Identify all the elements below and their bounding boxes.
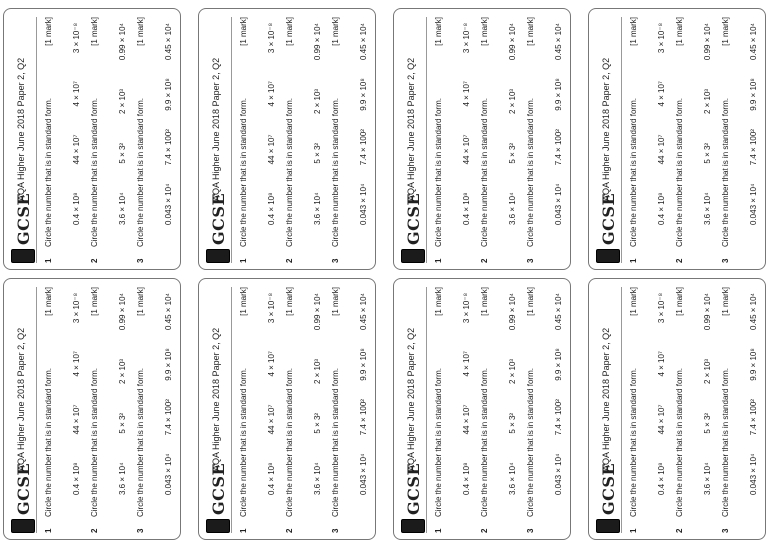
answer-option[interactable]: 4 × 10⁷ — [656, 351, 666, 377]
answer-option[interactable]: 0.45 × 10⁴ — [163, 23, 173, 61]
answer-option[interactable]: 3 × 10⁻⁸ — [461, 23, 471, 54]
card-header — [400, 17, 427, 263]
answer-option[interactable]: 9.9 × 10⁸ — [553, 348, 563, 381]
answer-option[interactable]: 3.6 × 10⁴ — [702, 192, 712, 225]
answer-options — [508, 23, 517, 225]
answer-options — [554, 293, 563, 495]
answer-option[interactable]: 7.4 × 100² — [163, 129, 173, 166]
gcse-logo — [400, 193, 426, 263]
calculator-icon — [401, 519, 425, 533]
question-text: Circle the number that is in standard form. — [135, 98, 145, 247]
answer-option[interactable]: 4 × 10⁷ — [656, 81, 666, 107]
answer-option[interactable]: 5 × 3² — [312, 412, 322, 434]
answer-option[interactable]: 9.9 × 10⁸ — [748, 348, 758, 381]
mark-allocation: [1 mark] — [330, 287, 340, 316]
answer-option[interactable]: 0.4 × 10⁸ — [656, 462, 666, 495]
card-header — [595, 287, 622, 533]
answer-option[interactable]: 3 × 10⁻⁸ — [71, 293, 81, 324]
mark-allocation: [1 mark] — [43, 287, 53, 316]
gcse-logo — [205, 463, 231, 533]
answer-option[interactable]: 0.4 × 10⁸ — [71, 462, 81, 495]
question-number: 2 — [674, 258, 684, 263]
answer-options — [359, 23, 368, 225]
card-border — [393, 8, 571, 270]
answer-option[interactable]: 7.4 × 100² — [358, 399, 368, 436]
answer-option[interactable]: 0.45 × 10⁴ — [358, 23, 368, 61]
answer-options — [118, 293, 127, 495]
card-header — [400, 287, 427, 533]
question-text: Circle the number that is in standard form. — [674, 368, 684, 517]
gcse-logo — [400, 463, 426, 533]
answer-option[interactable]: 0.043 × 10⁴ — [748, 183, 758, 225]
mark-allocation: [1 mark] — [89, 17, 99, 46]
mark-allocation: [1 mark] — [238, 287, 248, 316]
worksheet-card — [588, 0, 778, 270]
answer-option[interactable]: 3.6 × 10⁴ — [117, 462, 127, 495]
worksheet-card — [393, 270, 583, 540]
answer-option[interactable]: 0.45 × 10⁴ — [358, 293, 368, 331]
card-border — [198, 278, 376, 540]
answer-option[interactable]: 0.45 × 10⁴ — [553, 23, 563, 61]
question-number: 2 — [89, 258, 99, 263]
answer-options — [313, 23, 322, 225]
answer-option[interactable]: 44 × 10⁷ — [656, 404, 666, 435]
logo-text: GCSE — [208, 462, 227, 515]
question-number: 3 — [525, 258, 535, 263]
answer-option[interactable]: 5 × 3² — [507, 142, 517, 164]
answer-option[interactable]: 2 × 10³ — [312, 358, 322, 385]
card-border — [3, 8, 181, 270]
answer-option[interactable]: 4 × 10⁷ — [266, 351, 276, 377]
gcse-logo — [595, 463, 621, 533]
answer-option[interactable]: 2 × 10³ — [117, 358, 127, 385]
answer-option[interactable]: 0.99 × 10⁴ — [312, 23, 322, 61]
answer-option[interactable]: 5 × 3² — [312, 142, 322, 164]
mark-allocation: [1 mark] — [238, 17, 248, 46]
answer-option[interactable]: 0.99 × 10⁴ — [117, 23, 127, 61]
answer-option[interactable]: 3 × 10⁻⁸ — [656, 23, 666, 54]
calculator-icon — [206, 519, 230, 533]
answer-option[interactable]: 0.45 × 10⁴ — [748, 293, 758, 331]
answer-option[interactable]: 44 × 10⁷ — [71, 404, 81, 435]
answer-option[interactable]: 44 × 10⁷ — [71, 134, 81, 165]
answer-options — [72, 23, 81, 225]
answer-option[interactable]: 4 × 10⁷ — [461, 351, 471, 377]
question-text: Circle the number that is in standard form. — [628, 98, 638, 247]
answer-option[interactable]: 0.4 × 10⁸ — [461, 192, 471, 225]
answer-options — [72, 293, 81, 495]
answer-option[interactable]: 44 × 10⁷ — [266, 134, 276, 165]
answer-option[interactable]: 7.4 × 100² — [553, 399, 563, 436]
question-text: Circle the number that is in standard form. — [525, 368, 535, 517]
question-text: Circle the number that is in standard form. — [135, 368, 145, 517]
question-text: Circle the number that is in standard form. — [43, 368, 53, 517]
answer-option[interactable]: 0.043 × 10⁴ — [358, 183, 368, 225]
question-number: 2 — [284, 258, 294, 263]
paper-title: AQA Higher June 2018 Paper 2, Q2 — [210, 327, 221, 471]
answer-options — [462, 293, 471, 495]
answer-option[interactable]: 7.4 × 100² — [358, 129, 368, 166]
question-text: Circle the number that is in standard form. — [43, 98, 53, 247]
worksheet-card — [3, 270, 193, 540]
logo-text: GCSE — [403, 462, 422, 515]
answer-option[interactable]: 2 × 10³ — [702, 88, 712, 115]
calculator-icon — [401, 249, 425, 263]
answer-option[interactable]: 2 × 10³ — [507, 358, 517, 385]
card-header — [10, 287, 37, 533]
gcse-logo — [205, 193, 231, 263]
question-text: Circle the number that is in standard form. — [238, 368, 248, 517]
answer-options — [657, 293, 666, 495]
answer-options — [749, 23, 758, 225]
answer-options — [462, 23, 471, 225]
question-text: Circle the number that is in standard form. — [525, 98, 535, 247]
answer-option[interactable]: 3.6 × 10⁴ — [312, 192, 322, 225]
question-text: Circle the number that is in standard form. — [720, 368, 730, 517]
answer-option[interactable]: 7.4 × 100² — [748, 129, 758, 166]
answer-option[interactable]: 0.043 × 10⁴ — [553, 453, 563, 495]
answer-option[interactable]: 0.4 × 10⁸ — [71, 192, 81, 225]
answer-option[interactable]: 0.45 × 10⁴ — [553, 293, 563, 331]
answer-options — [508, 293, 517, 495]
question-number: 1 — [433, 528, 443, 533]
worksheet-card — [3, 0, 193, 270]
answer-option[interactable]: 5 × 3² — [117, 142, 127, 164]
question-text: Circle the number that is in standard form. — [674, 98, 684, 247]
answer-option[interactable]: 0.043 × 10⁴ — [163, 453, 173, 495]
mark-allocation: [1 mark] — [89, 287, 99, 316]
mark-allocation: [1 mark] — [135, 17, 145, 46]
question-number: 1 — [628, 258, 638, 263]
answer-options — [703, 293, 712, 495]
answer-option[interactable]: 4 × 10⁷ — [266, 81, 276, 107]
mark-allocation: [1 mark] — [284, 287, 294, 316]
question-number: 2 — [284, 528, 294, 533]
answer-option[interactable]: 0.99 × 10⁴ — [507, 293, 517, 331]
answer-option[interactable]: 5 × 3² — [702, 142, 712, 164]
question-number: 3 — [330, 528, 340, 533]
answer-option[interactable]: 7.4 × 100² — [748, 399, 758, 436]
question-text: Circle the number that is in standard form. — [238, 98, 248, 247]
answer-option[interactable]: 3 × 10⁻⁸ — [656, 293, 666, 324]
answer-option[interactable]: 3.6 × 10⁴ — [507, 462, 517, 495]
card-header — [205, 17, 232, 263]
answer-option[interactable]: 3.6 × 10⁴ — [312, 462, 322, 495]
mark-allocation: [1 mark] — [433, 287, 443, 316]
logo-text: GCSE — [403, 192, 422, 245]
answer-options — [554, 23, 563, 225]
worksheet-card — [588, 270, 778, 540]
question-number: 1 — [628, 528, 638, 533]
mark-allocation: [1 mark] — [525, 287, 535, 316]
answer-option[interactable]: 2 × 10³ — [312, 88, 322, 115]
answer-option[interactable]: 3.6 × 10⁴ — [702, 462, 712, 495]
card-border — [3, 278, 181, 540]
answer-options — [118, 23, 127, 225]
question-text: Circle the number that is in standard form. — [284, 98, 294, 247]
calculator-icon — [596, 519, 620, 533]
answer-option[interactable]: 9.9 × 10⁸ — [748, 78, 758, 111]
card-border — [588, 278, 766, 540]
answer-option[interactable]: 44 × 10⁷ — [461, 404, 471, 435]
card-border — [393, 278, 571, 540]
question-number: 2 — [674, 528, 684, 533]
question-text: Circle the number that is in standard form. — [479, 98, 489, 247]
answer-option[interactable]: 2 × 10³ — [702, 358, 712, 385]
answer-options — [313, 293, 322, 495]
answer-option[interactable]: 4 × 10⁷ — [71, 351, 81, 377]
question-text: Circle the number that is in standard form. — [479, 368, 489, 517]
answer-option[interactable]: 3 × 10⁻⁸ — [461, 293, 471, 324]
question-number: 3 — [330, 258, 340, 263]
question-number: 1 — [238, 258, 248, 263]
question-number: 2 — [479, 528, 489, 533]
paper-title: AQA Higher June 2018 Paper 2, Q2 — [600, 327, 611, 471]
answer-option[interactable]: 3 × 10⁻⁸ — [71, 23, 81, 54]
answer-options — [359, 293, 368, 495]
answer-options — [657, 23, 666, 225]
question-number: 3 — [720, 258, 730, 263]
answer-option[interactable]: 44 × 10⁷ — [266, 404, 276, 435]
calculator-icon — [11, 249, 35, 263]
card-header — [205, 287, 232, 533]
question-number: 1 — [433, 258, 443, 263]
answer-options — [164, 23, 173, 225]
worksheet-card — [393, 0, 583, 270]
answer-option[interactable]: 5 × 3² — [702, 412, 712, 434]
logo-text: GCSE — [208, 192, 227, 245]
answer-option[interactable]: 3 × 10⁻⁸ — [266, 293, 276, 324]
paper-title: AQA Higher June 2018 Paper 2, Q2 — [210, 57, 221, 201]
question-text: Circle the number that is in standard form. — [330, 368, 340, 517]
mark-allocation: [1 mark] — [135, 287, 145, 316]
answer-option[interactable]: 5 × 3² — [117, 412, 127, 434]
question-number: 3 — [525, 528, 535, 533]
answer-option[interactable]: 7.4 × 100² — [553, 129, 563, 166]
logo-text: GCSE — [13, 462, 32, 515]
logo-text: GCSE — [598, 462, 617, 515]
answer-option[interactable]: 0.99 × 10⁴ — [702, 23, 712, 61]
mark-allocation: [1 mark] — [479, 17, 489, 46]
question-text: Circle the number that is in standard form. — [628, 368, 638, 517]
question-text: Circle the number that is in standard form. — [720, 98, 730, 247]
mark-allocation: [1 mark] — [674, 287, 684, 316]
answer-options — [267, 293, 276, 495]
answer-option[interactable]: 5 × 3² — [507, 412, 517, 434]
answer-option[interactable]: 0.043 × 10⁴ — [163, 183, 173, 225]
answer-option[interactable]: 4 × 10⁷ — [71, 81, 81, 107]
answer-options — [749, 293, 758, 495]
paper-title: AQA Higher June 2018 Paper 2, Q2 — [405, 57, 416, 201]
question-text: Circle the number that is in standard form. — [89, 98, 99, 247]
mark-allocation: [1 mark] — [628, 17, 638, 46]
answer-option[interactable]: 3.6 × 10⁴ — [117, 192, 127, 225]
paper-title: AQA Higher June 2018 Paper 2, Q2 — [15, 327, 26, 471]
question-number: 2 — [89, 528, 99, 533]
mark-allocation: [1 mark] — [525, 17, 535, 46]
answer-option[interactable]: 2 × 10³ — [507, 88, 517, 115]
answer-option[interactable]: 44 × 10⁷ — [656, 134, 666, 165]
question-number: 3 — [720, 528, 730, 533]
card-border — [588, 8, 766, 270]
answer-option[interactable]: 9.9 × 10⁸ — [358, 348, 368, 381]
mark-allocation: [1 mark] — [330, 17, 340, 46]
gcse-logo — [10, 463, 36, 533]
answer-option[interactable]: 0.4 × 10⁸ — [461, 462, 471, 495]
question-number: 3 — [135, 528, 145, 533]
answer-options — [267, 23, 276, 225]
mark-allocation: [1 mark] — [674, 17, 684, 46]
calculator-icon — [206, 249, 230, 263]
logo-text: GCSE — [13, 192, 32, 245]
answer-option[interactable]: 0.043 × 10⁴ — [553, 183, 563, 225]
answer-option[interactable]: 9.9 × 10⁸ — [163, 348, 173, 381]
question-text: Circle the number that is in standard form. — [330, 98, 340, 247]
logo-text: GCSE — [598, 192, 617, 245]
answer-option[interactable]: 44 × 10⁷ — [461, 134, 471, 165]
answer-option[interactable]: 2 × 10³ — [117, 88, 127, 115]
question-number: 1 — [43, 258, 53, 263]
question-number: 2 — [479, 258, 489, 263]
mark-allocation: [1 mark] — [284, 17, 294, 46]
mark-allocation: [1 mark] — [43, 17, 53, 46]
question-number: 3 — [135, 258, 145, 263]
question-number: 1 — [43, 528, 53, 533]
answer-option[interactable]: 0.45 × 10⁴ — [163, 293, 173, 331]
mark-allocation: [1 mark] — [479, 287, 489, 316]
answer-option[interactable]: 0.043 × 10⁴ — [358, 453, 368, 495]
question-number: 1 — [238, 528, 248, 533]
gcse-logo — [10, 193, 36, 263]
answer-option[interactable]: 9.9 × 10⁸ — [358, 78, 368, 111]
paper-title: AQA Higher June 2018 Paper 2, Q2 — [600, 57, 611, 201]
mark-allocation: [1 mark] — [628, 287, 638, 316]
mark-allocation: [1 mark] — [433, 17, 443, 46]
mark-allocation: [1 mark] — [720, 287, 730, 316]
answer-option[interactable]: 0.043 × 10⁴ — [748, 453, 758, 495]
answer-option[interactable]: 0.4 × 10⁸ — [266, 192, 276, 225]
paper-title: AQA Higher June 2018 Paper 2, Q2 — [405, 327, 416, 471]
mark-allocation: [1 mark] — [720, 17, 730, 46]
answer-option[interactable]: 7.4 × 100² — [163, 399, 173, 436]
answer-option[interactable]: 9.9 × 10⁸ — [553, 78, 563, 111]
calculator-icon — [596, 249, 620, 263]
answer-option[interactable]: 0.4 × 10⁸ — [266, 462, 276, 495]
answer-option[interactable]: 0.4 × 10⁸ — [656, 192, 666, 225]
answer-option[interactable]: 9.9 × 10⁸ — [163, 78, 173, 111]
answer-option[interactable]: 3.6 × 10⁴ — [507, 192, 517, 225]
answer-option[interactable]: 0.99 × 10⁴ — [507, 23, 517, 61]
question-text: Circle the number that is in standard form. — [433, 98, 443, 247]
card-header — [595, 17, 622, 263]
worksheet-card — [198, 270, 388, 540]
gcse-logo — [595, 193, 621, 263]
paper-title: AQA Higher June 2018 Paper 2, Q2 — [15, 57, 26, 201]
answer-option[interactable]: 4 × 10⁷ — [461, 81, 471, 107]
answer-option[interactable]: 0.99 × 10⁴ — [117, 293, 127, 331]
answer-option[interactable]: 0.45 × 10⁴ — [748, 23, 758, 61]
answer-option[interactable]: 0.99 × 10⁴ — [702, 293, 712, 331]
question-text: Circle the number that is in standard form. — [284, 368, 294, 517]
answer-options — [703, 23, 712, 225]
answer-options — [164, 293, 173, 495]
answer-option[interactable]: 3 × 10⁻⁸ — [266, 23, 276, 54]
calculator-icon — [11, 519, 35, 533]
question-text: Circle the number that is in standard form. — [89, 368, 99, 517]
card-header — [10, 17, 37, 263]
card-border — [198, 8, 376, 270]
question-text: Circle the number that is in standard form. — [433, 368, 443, 517]
answer-option[interactable]: 0.99 × 10⁴ — [312, 293, 322, 331]
worksheet-card — [198, 0, 388, 270]
